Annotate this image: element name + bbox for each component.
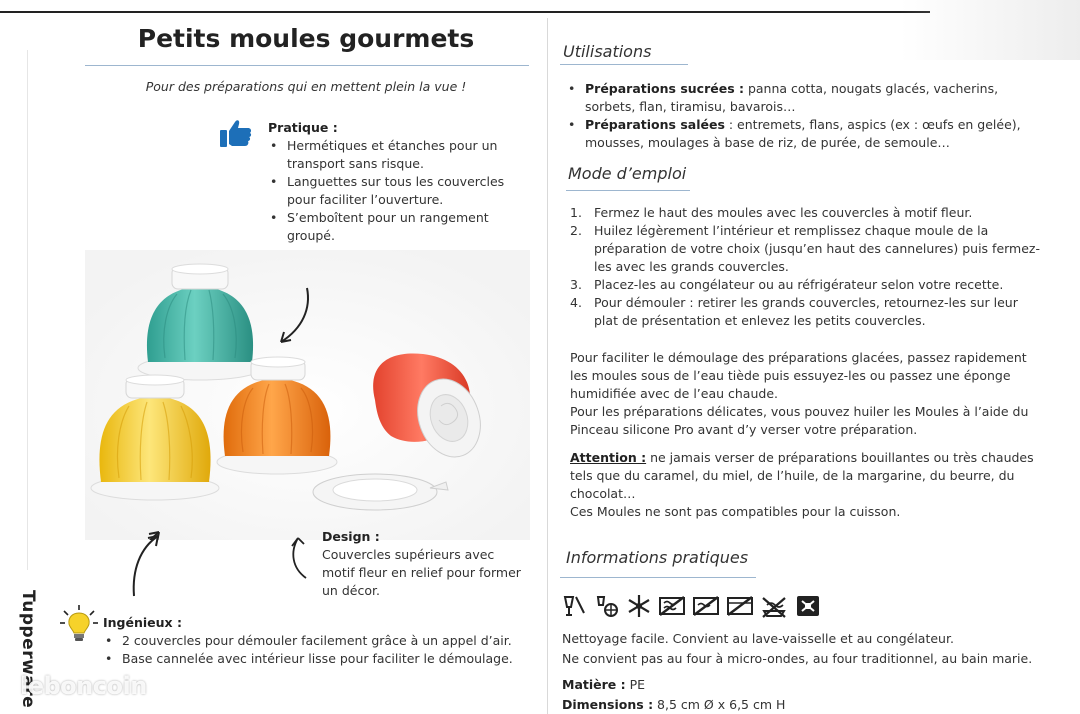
tip-paragraph: Pour les préparations délicates, vous pouvez huiler les Moules à l’aide du Pinceau silicone Pro avant d’y verser votre préparation. <box>570 404 1029 437</box>
no-microwave-icon <box>658 593 686 619</box>
list-item: • Base cannelée avec intérieur lisse pour faciliter le démoulage. <box>103 650 543 668</box>
arrow-doodle <box>124 530 164 600</box>
step-text: Huilez légèrement l’intérieur et remplissez chaque moule de la préparation de votre choix (jusqu’en haut des cannelures) puis fermez-les avec les grands couvercles. <box>594 223 1040 274</box>
instruction-steps <box>570 204 1040 330</box>
list-item <box>566 116 1036 152</box>
attention-text: ne jamais verser de préparations bouillantes ou très chaudes tels que du caramel, du miel, de l’huile, de la margarine, du beurre, du chocolat… <box>570 450 1034 501</box>
section-heading-infos: Informations pratiques <box>566 548 749 567</box>
step-text: Placez-les au congélateur ou au réfrigérateur selon votre recette. <box>594 277 1004 292</box>
section-heading-mode-emploi: Mode d’emploi <box>568 164 687 183</box>
dimensions-line <box>562 696 785 714</box>
design-block <box>322 528 522 600</box>
list-item: • Languettes sur tous les couvercles pour faciliter l’ouverture. <box>268 173 518 209</box>
arrow-doodle <box>286 532 312 582</box>
use-label: Préparations salées <box>585 117 725 132</box>
list-item: • 2 couvercles pour démouler facilement grâce à un appel d’air. <box>103 632 543 650</box>
section-underline <box>560 64 688 65</box>
use-text: panna cotta, nougats glacés, vacherins, sorbets, flan, tiramisu, bavarois… <box>585 81 999 114</box>
design-heading: Design : <box>322 529 380 544</box>
dimensions-label: Dimensions : <box>562 697 654 712</box>
pratique-block <box>268 119 518 245</box>
page-subtitle: Pour des préparations qui en mettent plein la vue ! <box>145 79 467 94</box>
use-text: : entremets, flans, aspics (ex : œufs en gelée), mousses, moulages à base de riz, de purée, de semoule… <box>585 117 1021 150</box>
step-item <box>570 294 1040 330</box>
no-bain-marie-icon <box>760 593 788 619</box>
no-oven-icon <box>692 593 720 619</box>
step-number: 1. <box>570 205 582 220</box>
thumbs-up-icon <box>219 116 253 150</box>
no-traditional-oven-icon <box>726 593 754 619</box>
step-number: 4. <box>570 295 582 310</box>
step-number: 3. <box>570 277 582 292</box>
pressure-icon <box>794 593 822 619</box>
step-number: 2. <box>570 223 582 238</box>
care-icons <box>562 592 832 620</box>
section-underline <box>560 577 756 578</box>
step-text: Pour démouler : retirer les grands couvercles, retournez-les sur leur plat de présentation et enlevez les petits couvercles. <box>594 295 1018 328</box>
step-item <box>570 222 1040 276</box>
attention-label: Attention : <box>570 450 647 465</box>
section-heading-utilisations: Utilisations <box>563 42 652 61</box>
attention-note: Ces Moules ne sont pas compatibles pour la cuisson. <box>570 504 901 519</box>
step-text: Fermez le haut des moules avec les couvercles à motif fleur. <box>594 205 973 220</box>
top-border-line <box>0 11 930 13</box>
title-underline <box>85 65 529 66</box>
list-item: • S’emboîtent pour un rangement groupé. <box>268 209 518 245</box>
freezer-icon <box>626 593 652 619</box>
pratique-list <box>268 137 518 245</box>
column-divider <box>547 18 548 714</box>
step-item <box>570 276 1040 294</box>
design-text: Couvercles supérieurs avec motif fleur en relief pour former un décor. <box>322 547 521 598</box>
ingenieux-block <box>103 614 543 668</box>
dishwasher-icon <box>562 593 588 619</box>
pratique-heading: Pratique : <box>268 120 338 135</box>
fridge-icon <box>594 593 620 619</box>
watermark: leboncoin <box>20 672 147 700</box>
brand-logo: Tupperware <box>18 590 38 709</box>
tip-paragraph: Pour faciliter le démoulage des préparations glacées, passez rapidement les moules sous de l’eau tiède puis essuyez-les ou passez une éponge humidifiée avec de l’eau chaude. <box>570 350 1027 401</box>
ingenieux-heading: Ingénieux : <box>103 615 182 630</box>
left-edge-line <box>27 50 28 570</box>
dimensions-value: 8,5 cm Ø x 6,5 cm H <box>653 697 786 712</box>
care-text: Ne convient pas au four à micro-ondes, au four traditionnel, au bain marie. <box>562 651 1033 666</box>
attention-paragraph <box>570 449 1040 503</box>
product-photo <box>85 250 530 540</box>
section-underline <box>566 190 690 191</box>
list-item: • Hermétiques et étanches pour un transport sans risque. <box>268 137 518 173</box>
page-title: Petits moules gourmets <box>137 24 475 53</box>
material-line <box>562 676 645 694</box>
material-label: Matière : <box>562 677 626 692</box>
utilisations-list <box>566 80 1036 152</box>
page-corner-shadow <box>900 0 1080 60</box>
list-item <box>566 80 1036 116</box>
care-text: Nettoyage facile. Convient au lave-vaisselle et au congélateur. <box>562 631 954 646</box>
use-label: Préparations sucrées : <box>585 81 744 96</box>
lightbulb-icon <box>58 603 100 645</box>
step-item <box>570 204 1040 222</box>
ingenieux-list <box>103 632 543 668</box>
material-value: PE <box>625 677 646 692</box>
